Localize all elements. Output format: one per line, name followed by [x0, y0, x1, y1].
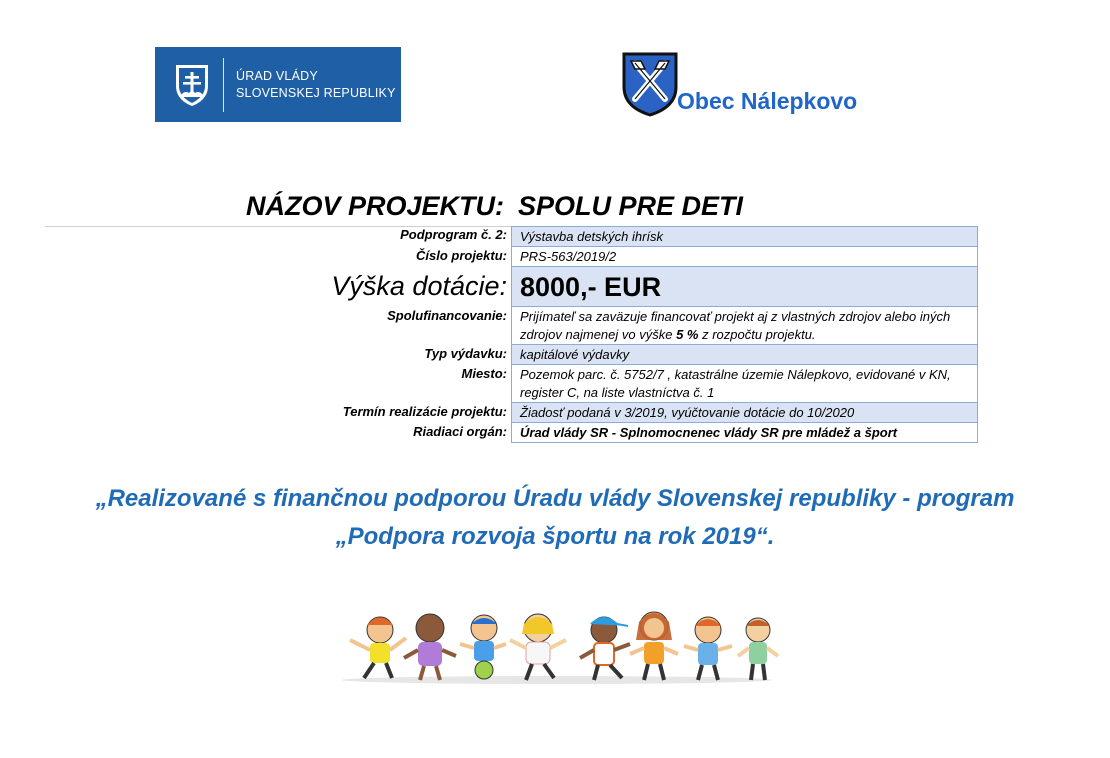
child-figure: [684, 617, 732, 680]
municipality-crest-icon: [621, 51, 679, 117]
info-value: Úrad vlády SR - Splnomocnenec vlády SR pre mládež a šport: [511, 423, 978, 443]
child-figure: [630, 612, 678, 680]
info-row-project-number: [45, 247, 978, 267]
info-value: Žiadosť podaná v 3/2019, vyúčtovanie dotácie do 10/2020: [511, 403, 978, 423]
cofinancing-text: Prijímateľ sa zaväzuje financovať projekt aj z vlastných zdrojov alebo iných zdrojov najmenej vo výške: [520, 309, 951, 342]
municipality-logo: [621, 47, 857, 117]
slovak-coat-of-arms-icon: [173, 62, 211, 108]
government-office-logo: [155, 47, 401, 122]
info-value: [511, 307, 978, 345]
info-label: Typ výdavku:: [424, 346, 507, 361]
funding-statement-line1: „Realizované s finančnou podporou Úradu vlády Slovenskej republiky - program: [95, 485, 1015, 512]
child-figure: [580, 617, 630, 680]
funding-statement-line2: „Podpora rozvoja športu na rok 2019“.: [335, 523, 775, 550]
info-row-timeline: [45, 403, 978, 423]
info-label: Riadiaci orgán:: [413, 424, 507, 439]
child-figure: [460, 615, 506, 679]
project-title-value: SPOLU PRE DETI: [518, 191, 744, 221]
info-label: Termín realizácie projektu:: [342, 404, 507, 419]
info-row-subprogram: [45, 226, 978, 247]
info-row-location: [45, 365, 978, 403]
funding-statement: [0, 480, 1110, 556]
info-row-managing-body: [45, 423, 978, 443]
government-office-name: [236, 68, 396, 102]
info-value: Výstavba detských ihrísk: [511, 226, 978, 247]
info-row-grant-amount: [45, 267, 978, 307]
playing-children-illustration: [332, 600, 782, 686]
info-label: Spolufinancovanie:: [387, 308, 507, 323]
info-value: Pozemok parc. č. 5752/7 , katastrálne územie Nálepkovo, evidované v KN, register C, na liste vlastníctva č. 1: [511, 365, 978, 403]
info-label: Číslo projektu:: [415, 248, 507, 263]
project-info-table: [45, 226, 978, 443]
municipality-name: Obec Nálepkovo: [677, 88, 858, 114]
info-row-cofinancing: [45, 307, 978, 345]
info-row-expense-type: [45, 345, 978, 365]
logo-divider: [223, 58, 224, 112]
child-figure: [350, 617, 406, 678]
project-title-label: NÁZOV PROJEKTU:: [245, 191, 504, 221]
child-figure: [510, 614, 566, 680]
child-figure: [404, 614, 456, 680]
grant-amount-label: Výška dotácie:: [331, 271, 507, 301]
info-value: PRS-563/2019/2: [511, 247, 978, 267]
grant-amount-value: 8000,- EUR: [511, 267, 978, 307]
cofinancing-text-end: z rozpočtu projektu.: [698, 327, 816, 342]
gov-logo-line2: SLOVENSKEJ REPUBLIKY: [236, 85, 396, 100]
child-figure: [738, 618, 778, 680]
info-label: Podprogram č. 2:: [400, 227, 507, 242]
cofinancing-percent: 5 %: [676, 327, 699, 342]
info-value: kapitálové výdavky: [511, 345, 978, 365]
gov-logo-line1: ÚRAD VLÁDY: [236, 68, 318, 83]
info-label: Miesto:: [461, 366, 507, 381]
